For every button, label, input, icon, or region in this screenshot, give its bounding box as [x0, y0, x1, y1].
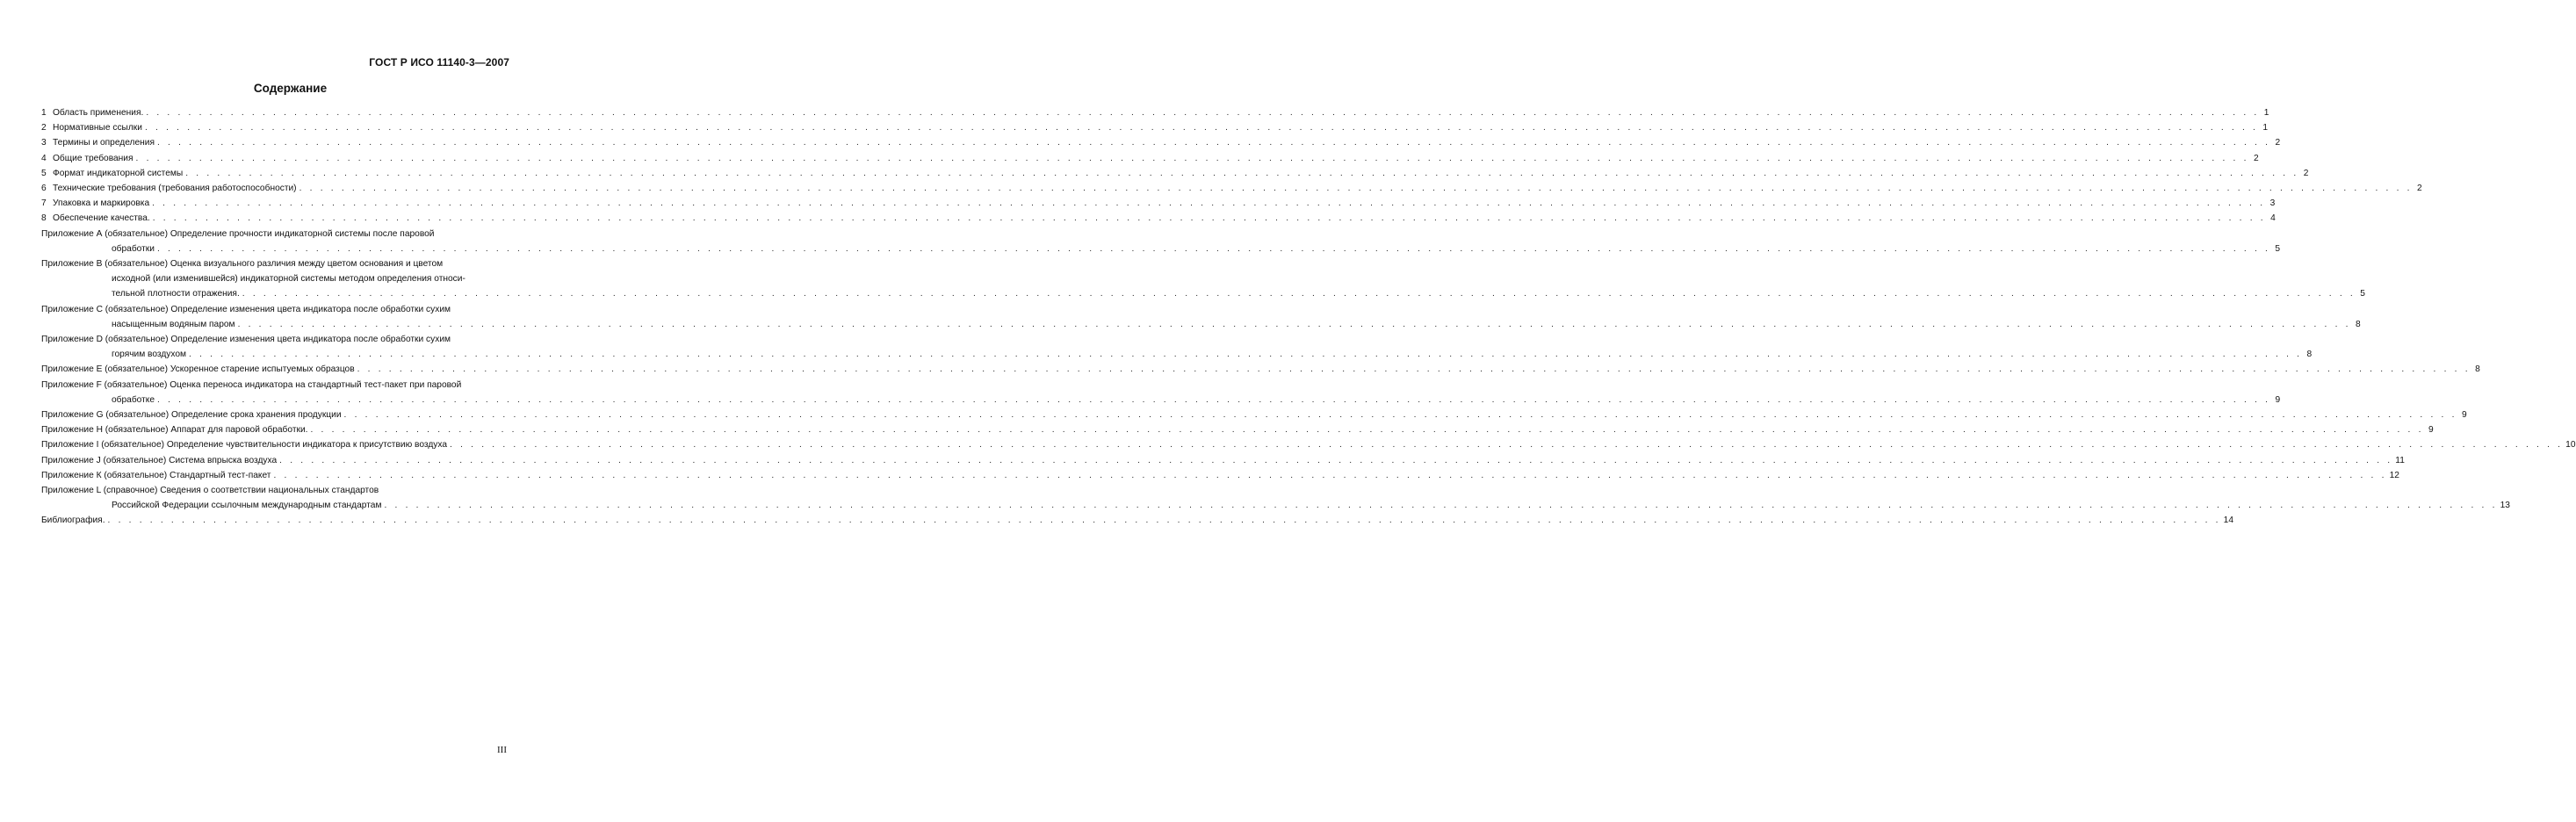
dot-leader: . . . . . . . . . . . . . . . . . . . . . . . . . . . . . . . . . . . . . . . . . . . . . . . . . . . . . . . . . . . . . . . . . . . . . . . . . . . . . . . . . . . . . . . . . . . . . . . . . . . . . . . . . . . . . . . . . . . . . . . . . . . . . . . . . . . . . . . . . . . . . . . . . . . . . . . . . . . . . . . . . . . . . . . . . . . . . . . . . . . . . . . . . . . . . . . . . . . . . . . .: [237, 319, 2351, 329]
toc-entry-page: 10: [2565, 440, 2576, 451]
toc-entry-page: 2: [2417, 184, 2422, 194]
toc-entry-title: Приложение I (обязательное) Определение чувствительности индикатора к присутствию воздуха: [41, 440, 448, 451]
toc-entry-title: Приложение L (справочное) Сведения о соответствии национальных стандартов: [41, 486, 379, 496]
toc-entry-page: 13: [2500, 501, 2510, 511]
toc-entry-title: Формат индикаторной системы: [53, 168, 184, 178]
toc-entry[interactable]: [41, 483, 2510, 513]
toc-entry-title: Приложение С (обязательное) Определение изменения цвета индикатора после обработки сухим: [41, 304, 451, 314]
toc-entry-title: Библиография.: [41, 516, 105, 526]
toc-entry[interactable]: [41, 256, 2365, 302]
toc-entry-page: 1: [2262, 123, 2269, 133]
page-title: Содержание: [253, 82, 328, 95]
toc-entry-number: 2: [41, 123, 47, 133]
toc-entry[interactable]: [41, 120, 2269, 135]
dot-leader: . . . . . . . . . . . . . . . . . . . . . . . . . . . . . . . . . . . . . . . . . . . . . . . . . . . . . . . . . . . . . . . . . . . . . . . . . . . . . . . . . . . . . . . . . . . . . . . . . . . . . . . . . . . . . . . . . . . . . . . . . . . . . . . . . . . . . . . . . . . . . . . . . . . . . . . . . . . . . . . . . . . . . . . . . . . . . . . . . . . . . . . . . . . . . . . . . . . . . . . .: [310, 425, 2424, 436]
toc-entry-title: Приложение В (обязательное) Оценка визуального различия между цветом основания и цветом: [41, 259, 444, 270]
toc-entry-title: Приложение А (обязательное) Определение прочности индикаторной системы после паровой: [41, 228, 435, 239]
toc-entry-title: Приложение Н (обязательное) Аппарат для паровой обработки.: [41, 425, 308, 436]
toc-entry-number: 4: [41, 153, 47, 163]
toc-entry[interactable]: [41, 513, 2234, 528]
dot-leader: . . . . . . . . . . . . . . . . . . . . . . . . . . . . . . . . . . . . . . . . . . . . . . . . . . . . . . . . . . . . . . . . . . . . . . . . . . . . . . . . . . . . . . . . . . . . . . . . . . . . . . . . . . . . . . . . . . . . . . . . . . . . . . . . . . . . . . . . . . . . . . . . . . . . . . . . . . . . . . . . . . . . . . . . . . . . . . . . . . . . . . . . . . . . . . . . . . . . . . . .: [357, 364, 2471, 375]
toc-entry[interactable]: [41, 437, 2576, 452]
toc-entry-title: обработки: [112, 243, 155, 254]
toc-entry-title: Обеспечение качества.: [53, 213, 150, 224]
toc-entry-title: Приложение F (обязательное) Оценка переноса индикатора на стандартный тест-пакет при паровой: [41, 379, 462, 390]
dot-leader: . . . . . . . . . . . . . . . . . . . . . . . . . . . . . . . . . . . . . . . . . . . . . . . . . . . . . . . . . . . . . . . . . . . . . . . . . . . . . . . . . . . . . . . . . . . . . . . . . . . . . . . . . . . . . . . . . . . . . . . . . . . . . . . . . . . . . . . . . . . . . . . . . . . . . . . . . . . . . . . . . . . . . . . . . . . . . . . . . . . . . . . . . . . . . . . . . . . . . . . .: [156, 138, 2271, 148]
toc-entry-page: 8: [2356, 319, 2361, 329]
dot-leader: . . . . . . . . . . . . . . . . . . . . . . . . . . . . . . . . . . . . . . . . . . . . . . . . . . . . . . . . . . . . . . . . . . . . . . . . . . . . . . . . . . . . . . . . . . . . . . . . . . . . . . . . . . . . . . . . . . . . . . . . . . . . . . . . . . . . . . . . . . . . . . . . . . . . . . . . . . . . . . . . . . . . . . . . . . . . . . . . . . . . . . . . . . . . . . . . . . . . . . . .: [242, 289, 2356, 299]
toc-entry[interactable]: [41, 227, 2281, 256]
toc-entry[interactable]: [41, 166, 2309, 181]
toc-entry-page: 2: [2275, 138, 2281, 148]
dot-leader: . . . . . . . . . . . . . . . . . . . . . . . . . . . . . . . . . . . . . . . . . . . . . . . . . . . . . . . . . . . . . . . . . . . . . . . . . . . . . . . . . . . . . . . . . . . . . . . . . . . . . . . . . . . . . . . . . . . . . . . . . . . . . . . . . . . . . . . . . . . . . . . . . . . . . . . . . . . . . . . . . . . . . . . . . . . . . . . . . . . . . . . . . . . . . . . . . . . . . . . .: [144, 123, 2259, 133]
toc-entry[interactable]: [41, 378, 2281, 407]
toc-entry-number: 3: [41, 138, 47, 148]
toc-entry-number: 5: [41, 168, 47, 178]
dot-leader: . . . . . . . . . . . . . . . . . . . . . . . . . . . . . . . . . . . . . . . . . . . . . . . . . . . . . . . . . . . . . . . . . . . . . . . . . . . . . . . . . . . . . . . . . . . . . . . . . . . . . . . . . . . . . . . . . . . . . . . . . . . . . . . . . . . . . . . . . . . . . . . . . . . . . . . . . . . . . . . . . . . . . . . . . . . . . . . . . . . . . . . . . . . . . . . . . . . . . . . .: [450, 440, 2564, 451]
toc-entry-page: 14: [2223, 516, 2234, 526]
toc-entry-title: горячим воздухом: [112, 350, 187, 360]
toc-entry[interactable]: [41, 211, 2276, 226]
dot-leader: . . . . . . . . . . . . . . . . . . . . . . . . . . . . . . . . . . . . . . . . . . . . . . . . . . . . . . . . . . . . . . . . . . . . . . . . . . . . . . . . . . . . . . . . . . . . . . . . . . . . . . . . . . . . . . . . . . . . . . . . . . . . . . . . . . . . . . . . . . . . . . . . . . . . . . . . . . . . . . . . . . . . . . . . . . . . . . . . . . . . . . . . . . . . . . . . . . . . . . . .: [279, 455, 2393, 465]
toc-entry[interactable]: [41, 332, 2313, 362]
toc-entry-page: 2: [2303, 168, 2309, 178]
toc-entry-page: 8: [2306, 350, 2313, 360]
toc-entry-page: 1: [2263, 108, 2269, 118]
toc-entry[interactable]: [41, 105, 2269, 120]
dot-leader: . . . . . . . . . . . . . . . . . . . . . . . . . . . . . . . . . . . . . . . . . . . . . . . . . . . . . . . . . . . . . . . . . . . . . . . . . . . . . . . . . . . . . . . . . . . . . . . . . . . . . . . . . . . . . . . . . . . . . . . . . . . . . . . . . . . . . . . . . . . . . . . . . . . . . . . . . . . . . . . . . . . . . . . . . . . . . . . . . . . . . . . . . . . . . . . . . . . . . . . .: [343, 410, 2457, 421]
toc-entry[interactable]: [41, 453, 2405, 468]
standard-id: ГОСТ Р ИСО 11140-3—2007: [369, 56, 509, 68]
dot-leader: . . . . . . . . . . . . . . . . . . . . . . . . . . . . . . . . . . . . . . . . . . . . . . . . . . . . . . . . . . . . . . . . . . . . . . . . . . . . . . . . . . . . . . . . . . . . . . . . . . . . . . . . . . . . . . . . . . . . . . . . . . . . . . . . . . . . . . . . . . . . . . . . . . . . . . . . . . . . . . . . . . . . . . . . . . . . . . . . . . . . . . . . . . . . . . . . . . . . . . . .: [156, 243, 2271, 254]
toc-entry-title: насыщенным водяным паром: [112, 319, 235, 329]
toc-entry-title: Область применения.: [53, 108, 144, 118]
dot-leader: . . . . . . . . . . . . . . . . . . . . . . . . . . . . . . . . . . . . . . . . . . . . . . . . . . . . . . . . . . . . . . . . . . . . . . . . . . . . . . . . . . . . . . . . . . . . . . . . . . . . . . . . . . . . . . . . . . . . . . . . . . . . . . . . . . . . . . . . . . . . . . . . . . . . . . . . . . . . . . . . . . . . . . . . . . . . . . . . . . . . . . . . . . . . . . . . . . . . . . . .: [152, 213, 2266, 224]
toc-entry-page: 11: [2395, 455, 2405, 465]
toc-entry-title: Приложение К (обязательное) Стандартный тест-пакет: [41, 470, 271, 480]
toc-entry-title: обработке: [112, 394, 155, 405]
toc-entry[interactable]: [41, 302, 2361, 332]
toc-entry-title: Приложение G (обязательное) Определение срока хранения продукции: [41, 410, 342, 421]
dot-leader: . . . . . . . . . . . . . . . . . . . . . . . . . . . . . . . . . . . . . . . . . . . . . . . . . . . . . . . . . . . . . . . . . . . . . . . . . . . . . . . . . . . . . . . . . . . . . . . . . . . . . . . . . . . . . . . . . . . . . . . . . . . . . . . . . . . . . . . . . . . . . . . . . . . . . . . . . . . . . . . . . . . . . . . . . . . . . . . . . . . . . . . . . . . . . . . . . . . . . . . .: [384, 501, 2498, 511]
toc-entry-page: 9: [2461, 410, 2467, 421]
toc-entry-page: 2: [2253, 153, 2259, 163]
toc-entry-number: 6: [41, 184, 47, 194]
dot-leader: . . . . . . . . . . . . . . . . . . . . . . . . . . . . . . . . . . . . . . . . . . . . . . . . . . . . . . . . . . . . . . . . . . . . . . . . . . . . . . . . . . . . . . . . . . . . . . . . . . . . . . . . . . . . . . . . . . . . . . . . . . . . . . . . . . . . . . . . . . . . . . . . . . . . . . . . . . . . . . . . . . . . . . . . . . . . . . . . . . . . . . . . . . . . . . . . . . . . . . . .: [157, 394, 2271, 405]
dot-leader: . . . . . . . . . . . . . . . . . . . . . . . . . . . . . . . . . . . . . . . . . . . . . . . . . . . . . . . . . . . . . . . . . . . . . . . . . . . . . . . . . . . . . . . . . . . . . . . . . . . . . . . . . . . . . . . . . . . . . . . . . . . . . . . . . . . . . . . . . . . . . . . . . . . . . . . . . . . . . . . . . . . . . . . . . . . . . . . . . . . . . . . . . . . . . . . . . . . . . . . .: [146, 108, 2260, 118]
toc-entry[interactable]: [41, 196, 2276, 211]
toc-entry[interactable]: [41, 151, 2259, 166]
toc-entry[interactable]: [41, 468, 2399, 483]
toc-entry-page: 5: [2360, 289, 2365, 299]
toc-entry[interactable]: [41, 181, 2422, 196]
toc-entry[interactable]: [41, 362, 2480, 377]
toc-entry-title: Приложение J (обязательное) Система впрыска воздуха: [41, 455, 278, 465]
table-of-contents: [41, 105, 2576, 529]
toc-entry-title: Общие требования: [53, 153, 133, 163]
dot-leader: . . . . . . . . . . . . . . . . . . . . . . . . . . . . . . . . . . . . . . . . . . . . . . . . . . . . . . . . . . . . . . . . . . . . . . . . . . . . . . . . . . . . . . . . . . . . . . . . . . . . . . . . . . . . . . . . . . . . . . . . . . . . . . . . . . . . . . . . . . . . . . . . . . . . . . . . . . . . . . . . . . . . . . . . . . . . . . . . . . . . . . . . . . . . . . . . . . . . . . . .: [107, 516, 2221, 526]
toc-entry-title: Нормативные ссылки: [53, 123, 142, 133]
toc-entry-number: 8: [41, 213, 47, 224]
toc-entry-page: 12: [2389, 470, 2399, 480]
toc-entry-title: Российской Федерации ссылочным международным стандартам: [112, 501, 382, 511]
toc-entry[interactable]: [41, 422, 2434, 437]
toc-entry-number: 7: [41, 198, 47, 209]
toc-entry-page: 4: [2270, 213, 2276, 224]
dot-leader: . . . . . . . . . . . . . . . . . . . . . . . . . . . . . . . . . . . . . . . . . . . . . . . . . . . . . . . . . . . . . . . . . . . . . . . . . . . . . . . . . . . . . . . . . . . . . . . . . . . . . . . . . . . . . . . . . . . . . . . . . . . . . . . . . . . . . . . . . . . . . . . . . . . . . . . . . . . . . . . . . . . . . . . . . . . . . . . . . . . . . . . . . . . . . . . . . . . . . . . .: [299, 184, 2413, 194]
page-number: III: [497, 745, 507, 755]
toc-entry-title: исходной (или изменившейся) индикаторной системы методом определения относи-: [112, 274, 465, 285]
toc-entry[interactable]: [41, 407, 2467, 422]
toc-entry-page: 9: [2428, 425, 2434, 436]
toc-entry-page: 3: [2269, 198, 2276, 209]
dot-leader: . . . . . . . . . . . . . . . . . . . . . . . . . . . . . . . . . . . . . . . . . . . . . . . . . . . . . . . . . . . . . . . . . . . . . . . . . . . . . . . . . . . . . . . . . . . . . . . . . . . . . . . . . . . . . . . . . . . . . . . . . . . . . . . . . . . . . . . . . . . . . . . . . . . . . . . . . . . . . . . . . . . . . . . . . . . . . . . . . . . . . . . . . . . . . . . . . . . . . . . .: [185, 168, 2299, 178]
dot-leader: . . . . . . . . . . . . . . . . . . . . . . . . . . . . . . . . . . . . . . . . . . . . . . . . . . . . . . . . . . . . . . . . . . . . . . . . . . . . . . . . . . . . . . . . . . . . . . . . . . . . . . . . . . . . . . . . . . . . . . . . . . . . . . . . . . . . . . . . . . . . . . . . . . . . . . . . . . . . . . . . . . . . . . . . . . . . . . . . . . . . . . . . . . . . . . . . . . . . . . . .: [152, 198, 2266, 209]
toc-entry-title: Термины и определения: [53, 138, 155, 148]
toc-entry-page: 5: [2275, 243, 2281, 254]
toc-entry-number: 1: [41, 108, 47, 118]
toc-entry-title: Технические требования (требования работоспособности): [53, 184, 297, 194]
toc-entry-title: Приложение D (обязательное) Определение изменения цвета индикатора после обработки сухим: [41, 335, 451, 345]
toc-entry-title: тельной плотности отражения.: [112, 289, 240, 299]
toc-entry-title: Упаковка и маркировка: [53, 198, 150, 209]
toc-entry-page: 8: [2475, 364, 2480, 375]
dot-leader: . . . . . . . . . . . . . . . . . . . . . . . . . . . . . . . . . . . . . . . . . . . . . . . . . . . . . . . . . . . . . . . . . . . . . . . . . . . . . . . . . . . . . . . . . . . . . . . . . . . . . . . . . . . . . . . . . . . . . . . . . . . . . . . . . . . . . . . . . . . . . . . . . . . . . . . . . . . . . . . . . . . . . . . . . . . . . . . . . . . . . . . . . . . . . . . . . . . . . . . .: [189, 350, 2303, 360]
toc-entry-page: 9: [2275, 394, 2281, 405]
toc-entry[interactable]: [41, 135, 2281, 150]
toc-entry-title: Приложение Е (обязательное) Ускоренное старение испытуемых образцов: [41, 364, 355, 375]
dot-leader: . . . . . . . . . . . . . . . . . . . . . . . . . . . . . . . . . . . . . . . . . . . . . . . . . . . . . . . . . . . . . . . . . . . . . . . . . . . . . . . . . . . . . . . . . . . . . . . . . . . . . . . . . . . . . . . . . . . . . . . . . . . . . . . . . . . . . . . . . . . . . . . . . . . . . . . . . . . . . . . . . . . . . . . . . . . . . . . . . . . . . . . . . . . . . . . . . . . . . . . .: [273, 470, 2387, 480]
dot-leader: . . . . . . . . . . . . . . . . . . . . . . . . . . . . . . . . . . . . . . . . . . . . . . . . . . . . . . . . . . . . . . . . . . . . . . . . . . . . . . . . . . . . . . . . . . . . . . . . . . . . . . . . . . . . . . . . . . . . . . . . . . . . . . . . . . . . . . . . . . . . . . . . . . . . . . . . . . . . . . . . . . . . . . . . . . . . . . . . . . . . . . . . . . . . . . . . . . . . . . . .: [135, 153, 2249, 163]
